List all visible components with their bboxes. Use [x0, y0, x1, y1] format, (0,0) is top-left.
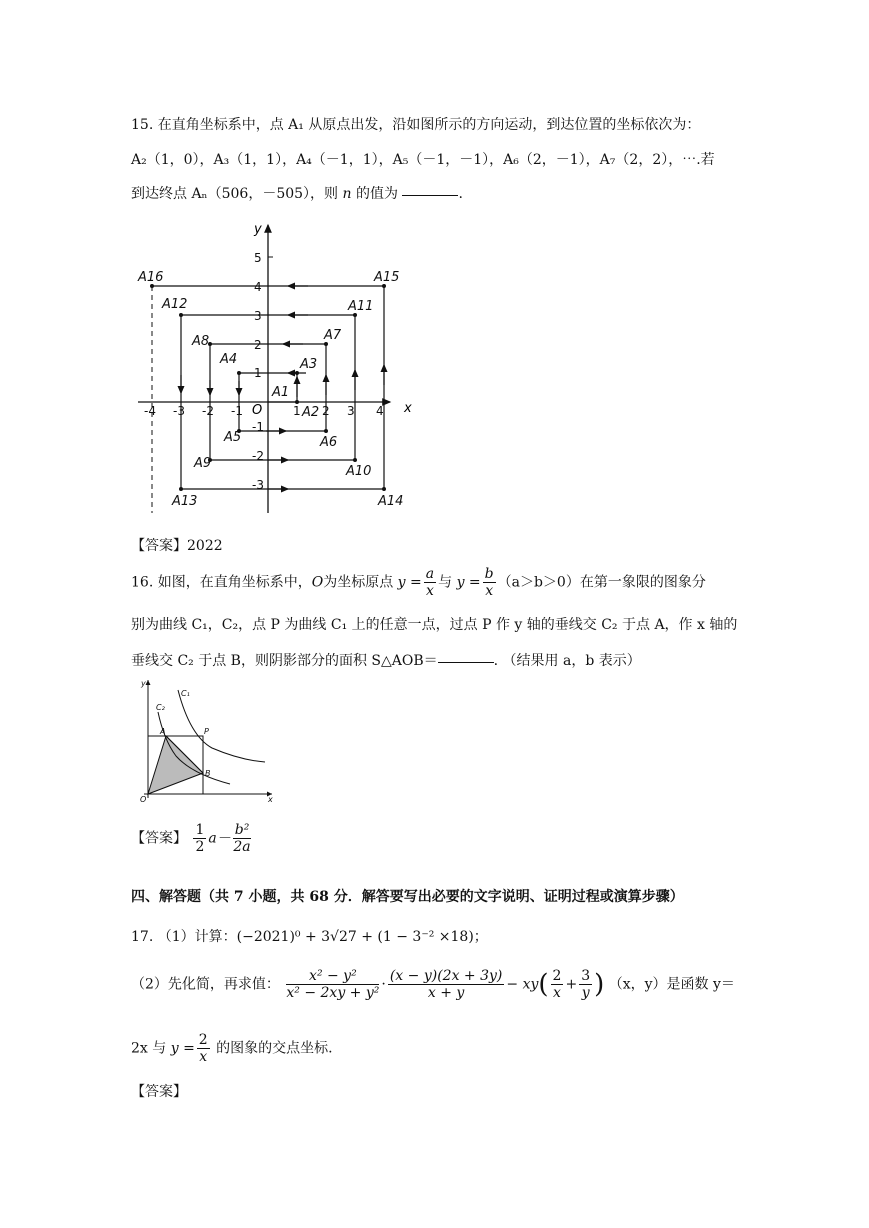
q16-eq1-fraction: $\frac{a}{x}$ [425, 566, 435, 599]
q17-fraction-2: $\frac{(x - y)(2x + 3y)}{x + y}$ [389, 968, 503, 1001]
q15-origin-label: O [252, 403, 263, 418]
q15-line3-a: 到达终点 Aₙ（506，－505），则 [131, 186, 343, 202]
q16-answer-blank [438, 661, 494, 663]
q15-answer-blank [402, 194, 458, 196]
q16-conj: 与 [438, 574, 453, 591]
q17-plus: + [565, 976, 578, 993]
q15-y-label: y [254, 222, 262, 237]
q15-point-label: A13 [172, 494, 198, 509]
q16-y-axis: y [141, 679, 146, 688]
q15-ytick: -3 [252, 478, 264, 492]
q17-fraction-1: $\frac{\text{x² − y²}}{\text{x² − 2xy + y²}}$ [286, 968, 380, 1001]
q16-label-p: P [204, 727, 209, 736]
q16-answer-frac2: $\frac{\text{b²}}{2a}$ [233, 822, 251, 855]
q16-eq2-lhs: y = [456, 574, 481, 591]
q16-label-a: A [160, 727, 166, 736]
q15-line2: A₂（1，0），A₃（1，1），A₄（－1，1），A₅（－1，－1），A₆（2，－1），A₇（2，2），⋯.若 [131, 152, 715, 168]
q15-ytick: 5 [254, 251, 262, 265]
q16-x-axis: x [268, 795, 273, 804]
q15-point-label: A10 [346, 464, 372, 479]
q16-line1-a: 16. 如图，在直角坐标系中， [131, 574, 312, 591]
q16-label-c2: C₂ [156, 703, 165, 712]
q16-eq2-fraction: $\frac{b}{x}$ [484, 566, 494, 599]
q15-point-label: A16 [138, 270, 164, 285]
q17-fraction-4: $\frac{3}{y}$ [581, 968, 591, 1001]
q17-part2: （2）先化简，再求值： $\frac{\text{x² − y²}}{\text{x² − 2xy + y²}}$ · $\frac{(x - y)(2x + 3y)}{x + y}$ − xy( $\frac{2}{x}$ + $\frac{3}{y}$ ) （x，y）是函数 y＝ [131, 968, 735, 1001]
q15-n: n [342, 186, 352, 202]
q17-answer: 【答案】 [131, 1084, 187, 1100]
q17-fraction-3: $\frac{2}{x}$ [552, 968, 562, 1001]
q15-x-label: x [404, 401, 412, 416]
q15-line3-b: 的值为 [351, 186, 398, 202]
q17-line3-b: 的图象的交点坐标. [211, 1040, 333, 1057]
answer-label: 【答案】 [131, 538, 187, 554]
q15-line3 [131, 183, 463, 203]
q16-answer-frac1: $\frac{1}{2}$ [195, 822, 205, 855]
q15-ytick: 1 [254, 366, 262, 380]
q15-ytick: 3 [254, 309, 262, 323]
q16-hyperbola-figure [130, 676, 280, 806]
q15-xtick: 3 [347, 404, 355, 418]
q17-dot: · [381, 976, 386, 993]
q15-point-label: A5 [224, 430, 242, 445]
q17-part1-expr: (−2021)⁰ + 3√27 + (1 − 3⁻² ×18)； [236, 929, 488, 945]
q16-label-b: B [205, 769, 211, 778]
section-title: 四、解答题（共 7 小题，共 68 分．解答要写出必要的文字说明、证明过程或演算步骤） [131, 889, 684, 905]
q16-line2: 别为曲线 C₁，C₂，点 P 为曲线 C₁ 上的任意一点，过点 P 作 y 轴的垂线交 C₂ 于点 A，作 x 轴的 [131, 617, 738, 633]
q16-line3-b: . （结果用 a，b 表示） [493, 653, 641, 669]
q15-point-label: A4 [220, 352, 238, 367]
q15-xtick: -3 [173, 404, 185, 418]
q17-line3-a: 2x 与 [131, 1040, 171, 1057]
q17-line3 [131, 1032, 333, 1065]
q15-point-label: A11 [348, 299, 374, 314]
q15-point-label: A14 [378, 494, 404, 509]
q17-tail: （x，y）是函数 y＝ [608, 976, 735, 993]
q16-line3-a: 垂线交 C₂ 于点 B，则阴影部分的面积 S△AOB＝ [131, 653, 438, 669]
q15-ytick: -1 [252, 420, 264, 434]
q15-point-label: A7 [324, 328, 342, 343]
q15-line3-end: . [458, 186, 463, 202]
q15-xtick: -1 [231, 404, 243, 418]
q16-curve-c1 [178, 690, 265, 762]
answer-label: 【答案】 [131, 830, 187, 847]
q15-answer [131, 535, 223, 555]
q16-line1-b: 为坐标原点 [323, 574, 394, 591]
q15-point-label: A15 [374, 270, 400, 285]
q15-xtick: 4 [376, 404, 384, 418]
q15-point-label: A9 [194, 456, 212, 471]
q16-o: O [311, 574, 324, 591]
q17-line3-eq: y = [170, 1040, 195, 1057]
q15-xtick: 1 [293, 404, 301, 418]
q15-spiral-figure [128, 215, 428, 515]
q17-fraction-5: $\frac{2}{x}$ [198, 1032, 208, 1065]
q16-line3 [131, 650, 641, 670]
q16-origin: O [140, 795, 147, 804]
q17-part1-label: 17. （1）计算： [131, 929, 237, 945]
q15-xtick: 2 [322, 404, 330, 418]
q15-ytick: 4 [254, 280, 262, 294]
q16-eq1-lhs: y = [397, 574, 422, 591]
q15-point-label: A8 [192, 334, 210, 349]
q15-ytick: -2 [252, 449, 264, 463]
q16-line1 [131, 566, 706, 599]
q15-answer-value: 2022 [187, 538, 223, 554]
q15-ytick: 2 [254, 338, 262, 352]
q15-line1: 15. 在直角坐标系中，点 A₁ 从原点出发，沿如图所示的方向运动，到达位置的坐标依次为： [131, 117, 701, 133]
q16-answer [131, 822, 253, 855]
q15-point-label: A6 [320, 435, 338, 450]
q16-label-c1: C₁ [181, 689, 190, 698]
q15-point-label: A3 [300, 357, 318, 372]
q17-minus-xy: − xy [506, 976, 539, 993]
q15-point-label: A2 [302, 405, 320, 420]
q15-point-label: A1 [272, 385, 290, 400]
q16-answer-mid: a－ [208, 830, 231, 847]
q15-point-label: A12 [162, 297, 188, 312]
q15-xtick: -2 [202, 404, 214, 418]
q17-part1 [131, 926, 488, 946]
q15-xtick: -4 [144, 404, 156, 418]
q17-part2-label: （2）先化简，再求值： [131, 976, 280, 993]
q16-cond: （a＞b＞0）在第一象限的图象分 [497, 574, 706, 591]
